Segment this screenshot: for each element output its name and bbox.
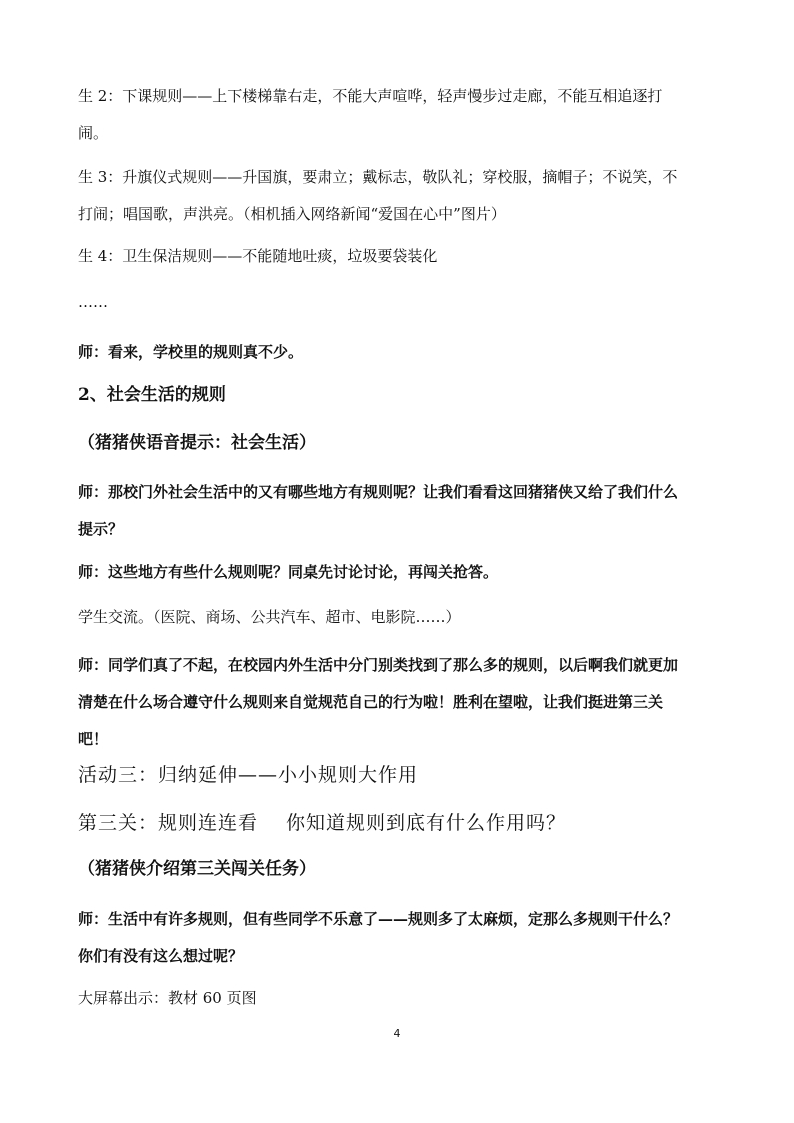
page-number: 4 — [393, 1027, 401, 1040]
paragraph-teacher-conclusion — [78, 341, 718, 378]
level-3-title: 第三关：规则连连看 — [78, 812, 259, 834]
paragraph-teacher-question — [78, 481, 718, 555]
text-line: 打闹；唱国歌，声洪亮。（相机插入网络新闻“爱国在心中”图片） — [78, 205, 506, 223]
text-line: 师：同学们真了不起，在校园内外生活中分门别类找到了那么多的规则，以后啊我们就更加 — [78, 656, 679, 674]
text-line: 吧！ — [78, 730, 109, 748]
text-line — [78, 812, 718, 849]
activity-3-heading — [78, 764, 718, 801]
paragraph-teacher-praise — [78, 654, 718, 765]
paragraph-student-3 — [78, 166, 718, 240]
text-line: 师：生活中有许多规则，但有些同学不乐意了——规则多了太麻烦，定那么多规则干什么？ — [78, 910, 679, 928]
paragraph-student-2 — [78, 85, 718, 159]
paragraph-teacher-rules-purpose — [78, 908, 718, 982]
text-line: 师：那校门外社会生活中的又有哪些地方有规则呢？让我们看看这回猪猪侠又给了我们什么 — [78, 483, 679, 501]
text-line: 学生交流。（医院、商场、公共汽车、超市、电影院……） — [78, 608, 461, 626]
text-line: 活动三：归纳延伸——小小规则大作用 — [78, 764, 419, 786]
section-heading-social-rules — [78, 384, 718, 421]
level-3-task-intro — [78, 858, 718, 895]
text-line: 闹。 — [78, 124, 109, 142]
paragraph-student-4 — [78, 245, 718, 282]
paragraph-teacher-discussion — [78, 561, 718, 598]
text-line: 清楚在什么场合遵守什么规则来自觉规范自己的行为啦！胜利在望啦，让我们挺进第三关 — [78, 693, 664, 711]
voice-prompt-social-life — [78, 432, 718, 469]
text-line: （猪猪侠介绍第三关闯关任务） — [78, 859, 316, 879]
level-3-heading — [78, 812, 718, 849]
paragraph-student-exchange — [78, 606, 718, 643]
text-line: 大屏幕出示：教材 60 页图 — [78, 989, 257, 1007]
text-line: 提示？ — [78, 520, 124, 538]
text-line: 生 3：升旗仪式规则——升国旗，要肃立；戴标志，敬队礼；穿校服，摘帽子；不说笑，不 — [78, 168, 678, 186]
text-line: 师：看来，学校里的规则真不少。 — [78, 343, 304, 361]
paragraph-screen-display — [78, 987, 718, 1024]
ellipsis-line — [78, 291, 718, 328]
text-line: 生 2：下课规则——上下楼梯靠右走，不能大声喧哗，轻声慢步过走廊，不能互相追逐打 — [78, 87, 663, 105]
level-3-question: 你知道规则到底有什么作用吗？ — [286, 812, 567, 834]
text-line: 师：这些地方有些什么规则呢？同桌先讨论讨论，再闯关抢答。 — [78, 563, 499, 581]
text-line: （猪猪侠语音提示：社会生活） — [78, 433, 316, 453]
text-line: 你们有没有这么想过呢？ — [78, 947, 244, 965]
text-line: …… — [78, 293, 108, 311]
text-line: 生 4：卫生保洁规则——不能随地吐痰，垃圾要袋装化 — [78, 247, 438, 265]
text-line: 2、社会生活的规则 — [78, 385, 226, 405]
